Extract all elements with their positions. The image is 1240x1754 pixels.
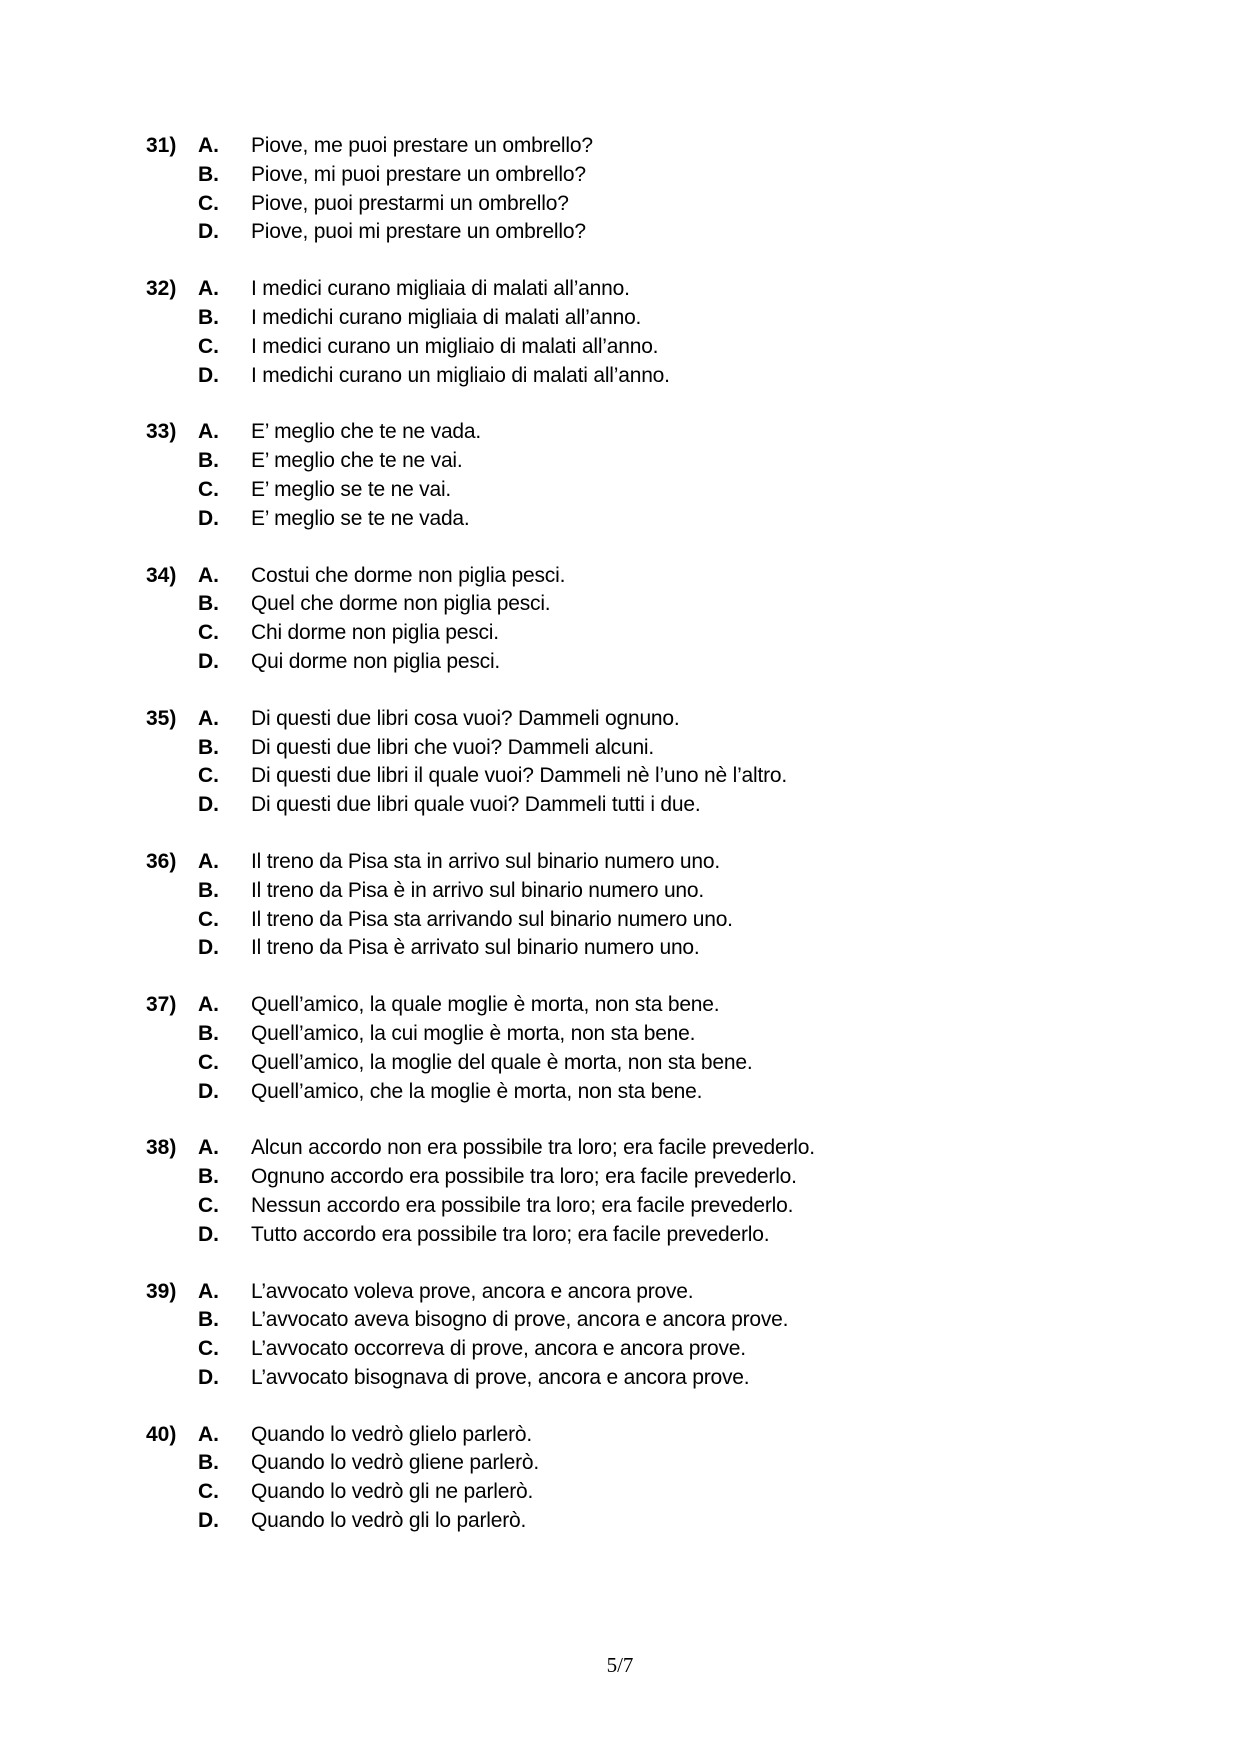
option-text: Qui dorme non piglia pesci. [251, 649, 501, 673]
answer-option [146, 705, 1146, 734]
option-letter: B. [198, 1165, 219, 1189]
option-text: Quell’amico, la cui moglie è morta, non sta bene. [251, 1021, 696, 1045]
question-block [146, 562, 1146, 677]
option-letter: C. [198, 191, 219, 215]
option-letter: C. [198, 621, 219, 645]
option-text: L’avvocato bisognava di prove, ancora e ancora prove. [251, 1365, 750, 1389]
question-number: 38) [146, 1136, 177, 1160]
option-letter: B. [198, 878, 219, 902]
answer-option [146, 1306, 1146, 1335]
answer-option [146, 991, 1146, 1020]
option-letter: A. [198, 1279, 219, 1303]
answer-option [146, 1192, 1146, 1221]
option-text: E’ meglio che te ne vai. [251, 449, 463, 473]
question-block [146, 705, 1146, 820]
question-number: 33) [146, 420, 177, 444]
option-letter: A. [198, 849, 219, 873]
option-letter: A. [198, 1136, 219, 1160]
question-number: 40) [146, 1422, 177, 1446]
option-letter: C. [198, 764, 219, 788]
question-block [146, 991, 1146, 1106]
page-number: 5/7 [606, 1653, 634, 1677]
option-text: I medichi curano un migliaio di malati all’anno. [251, 363, 670, 387]
option-letter: C. [198, 1193, 219, 1217]
question-block [146, 275, 1146, 390]
question-number: 36) [146, 849, 177, 873]
option-text: L’avvocato aveva bisogno di prove, ancora e ancora prove. [251, 1308, 789, 1332]
question-number: 32) [146, 277, 177, 301]
answer-option [146, 161, 1146, 190]
option-text: Di questi due libri cosa vuoi? Dammeli ognuno. [251, 706, 680, 730]
option-letter: A. [198, 277, 219, 301]
option-letter: B. [198, 592, 219, 616]
answer-option [146, 562, 1146, 591]
answer-option [146, 1449, 1146, 1478]
answer-option [146, 190, 1146, 219]
question-block [146, 1421, 1146, 1536]
answer-option [146, 1335, 1146, 1364]
option-text: Di questi due libri quale vuoi? Dammeli tutti i due. [251, 793, 701, 817]
option-text: Quel che dorme non piglia pesci. [251, 592, 551, 616]
option-text: Quando lo vedrò gli ne parlerò. [251, 1480, 534, 1504]
question-number: 34) [146, 563, 177, 587]
option-text: Il treno da Pisa sta arrivando sul binario numero uno. [251, 907, 733, 931]
option-letter: B. [198, 735, 219, 759]
option-text: L’avvocato occorreva di prove, ancora e ancora prove. [251, 1337, 746, 1361]
answer-option [146, 1364, 1146, 1393]
answer-option [146, 934, 1146, 963]
answer-option [146, 1507, 1146, 1536]
answer-option [146, 619, 1146, 648]
option-text: Piove, puoi prestarmi un ombrello? [251, 191, 569, 215]
option-text: Quando lo vedrò gli lo parlerò. [251, 1509, 527, 1533]
option-text: E’ meglio che te ne vada. [251, 420, 482, 444]
option-text: Di questi due libri il quale vuoi? Dammeli nè l’uno nè l’altro. [251, 764, 788, 788]
option-letter: A. [198, 706, 219, 730]
answer-option [146, 1020, 1146, 1049]
option-text: Piove, me puoi prestare un ombrello? [251, 134, 593, 157]
answer-option [146, 1163, 1146, 1192]
option-letter: B. [198, 305, 219, 329]
option-text: Piove, puoi mi prestare un ombrello? [251, 220, 586, 244]
option-letter: D. [198, 1509, 219, 1533]
answer-option [146, 132, 1146, 161]
answer-option [146, 762, 1146, 791]
answer-option [146, 505, 1146, 534]
question-list [146, 132, 1146, 1564]
option-letter: D. [198, 220, 219, 244]
question-number: 37) [146, 993, 177, 1017]
question-block [146, 418, 1146, 533]
option-letter: C. [198, 1337, 219, 1361]
question-number: 35) [146, 706, 177, 730]
option-letter: C. [198, 334, 219, 358]
option-text: Quell’amico, la moglie del quale è morta, non sta bene. [251, 1050, 753, 1074]
question-number: 39) [146, 1279, 177, 1303]
option-letter: A. [198, 993, 219, 1017]
answer-option [146, 1478, 1146, 1507]
answer-option [146, 734, 1146, 763]
option-text: Quell’amico, la quale moglie è morta, non sta bene. [251, 993, 720, 1017]
option-letter: A. [198, 563, 219, 587]
answer-option [146, 218, 1146, 247]
option-text: Di questi due libri che vuoi? Dammeli alcuni. [251, 735, 655, 759]
option-text: E’ meglio se te ne vada. [251, 506, 470, 530]
option-letter: D. [198, 936, 219, 960]
option-letter: B. [198, 1021, 219, 1045]
option-text: Nessun accordo era possibile tra loro; era facile prevederlo. [251, 1193, 794, 1217]
answer-option [146, 906, 1146, 935]
option-letter: D. [198, 1222, 219, 1246]
option-text: E’ meglio se te ne vai. [251, 477, 452, 501]
option-letter: A. [198, 1422, 219, 1446]
option-letter: D. [198, 649, 219, 673]
option-text: Quando lo vedrò glielo parlerò. [251, 1422, 532, 1446]
answer-option [146, 877, 1146, 906]
option-text: I medici curano un migliaio di malati all’anno. [251, 334, 659, 358]
option-letter: B. [198, 449, 219, 473]
question-block [146, 1278, 1146, 1393]
answer-option [146, 275, 1146, 304]
option-letter: C. [198, 477, 219, 501]
option-text: Ognuno accordo era possibile tra loro; era facile prevederlo. [251, 1165, 797, 1189]
option-letter: D. [198, 1079, 219, 1103]
answer-option [146, 333, 1146, 362]
answer-option [146, 304, 1146, 333]
option-text: L’avvocato voleva prove, ancora e ancora prove. [251, 1279, 694, 1303]
option-letter: A. [198, 420, 219, 444]
answer-option [146, 1221, 1146, 1250]
answer-option [146, 848, 1146, 877]
option-text: Quando lo vedrò gliene parlerò. [251, 1451, 539, 1475]
option-letter: D. [198, 506, 219, 530]
option-letter: C. [198, 1050, 219, 1074]
answer-option [146, 1134, 1146, 1163]
option-text: Il treno da Pisa è arrivato sul binario numero uno. [251, 936, 700, 960]
option-text: Il treno da Pisa sta in arrivo sul binario numero uno. [251, 849, 720, 873]
option-text: Costui che dorme non piglia pesci. [251, 563, 566, 587]
question-block [146, 132, 1146, 247]
answer-option [146, 1049, 1146, 1078]
option-text: Tutto accordo era possibile tra loro; era facile prevederlo. [251, 1222, 770, 1246]
question-block [146, 1134, 1146, 1249]
option-text: Alcun accordo non era possibile tra loro; era facile prevederlo. [251, 1136, 815, 1160]
option-letter: B. [198, 1308, 219, 1332]
option-letter: D. [198, 363, 219, 387]
option-text: Chi dorme non piglia pesci. [251, 621, 499, 645]
option-letter: A. [198, 134, 219, 157]
option-text: Piove, mi puoi prestare un ombrello? [251, 162, 586, 186]
answer-option [146, 418, 1146, 447]
question-number: 31) [146, 134, 177, 157]
answer-option [146, 590, 1146, 619]
answer-option [146, 1421, 1146, 1450]
answer-option [146, 447, 1146, 476]
answer-option [146, 791, 1146, 820]
option-letter: B. [198, 1451, 219, 1475]
question-block [146, 848, 1146, 963]
option-letter: C. [198, 907, 219, 931]
option-text: I medichi curano migliaia di malati all’anno. [251, 305, 642, 329]
option-letter: D. [198, 793, 219, 817]
option-letter: B. [198, 162, 219, 186]
answer-option [146, 362, 1146, 391]
answer-option [146, 1078, 1146, 1107]
option-text: Il treno da Pisa è in arrivo sul binario numero uno. [251, 878, 705, 902]
answer-option [146, 1278, 1146, 1307]
option-letter: C. [198, 1480, 219, 1504]
option-text: I medici curano migliaia di malati all’anno. [251, 277, 630, 301]
option-text: Quell’amico, che la moglie è morta, non sta bene. [251, 1079, 703, 1103]
answer-option [146, 476, 1146, 505]
answer-option [146, 648, 1146, 677]
option-letter: D. [198, 1365, 219, 1389]
